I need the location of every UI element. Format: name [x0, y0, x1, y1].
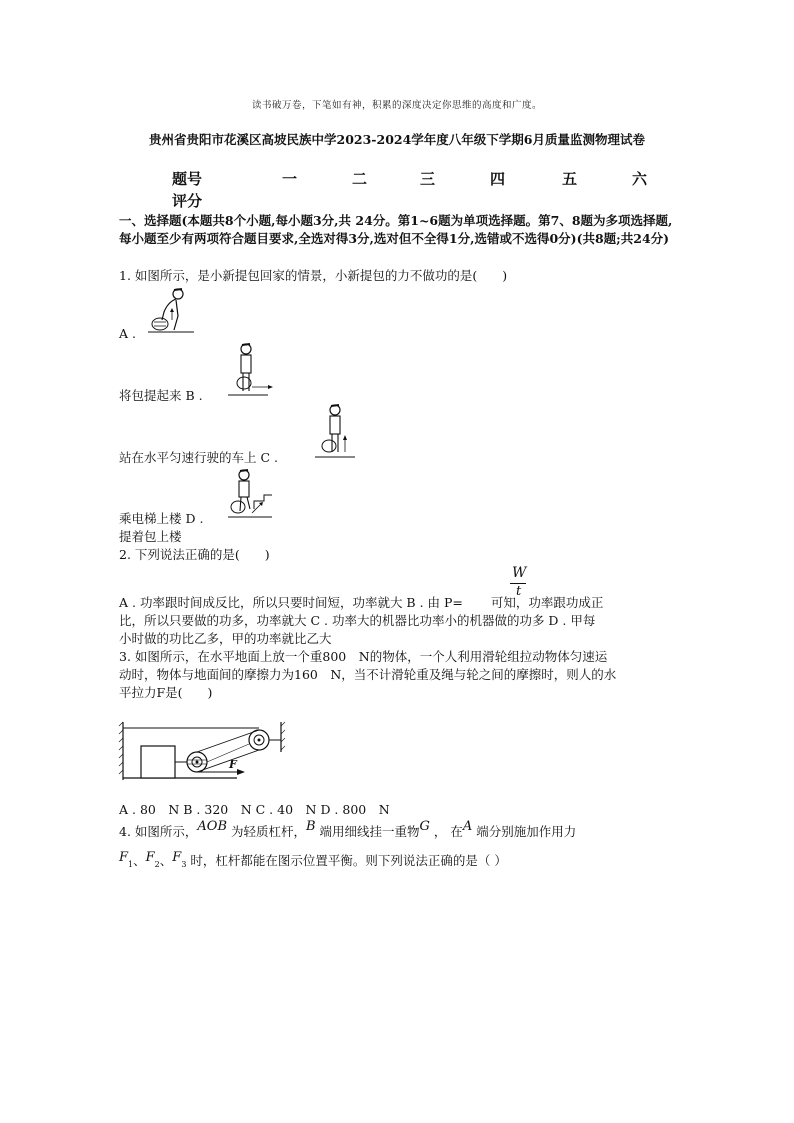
score-col-3: 三 [420, 170, 436, 188]
q4-part-5: 端分别施加作用力 [472, 824, 577, 839]
score-col-4: 四 [490, 170, 506, 188]
q1-figure-c [315, 402, 355, 460]
q1-option-d: 乘电梯上楼 D . [119, 511, 204, 526]
q4-b: B [306, 819, 316, 834]
q4-part-4: ， 在 [429, 824, 463, 839]
q3-force-label: F [229, 758, 237, 771]
score-col-2: 二 [352, 170, 368, 188]
q1-figure-d [226, 467, 274, 521]
score-table-row2-label: 评分 [172, 192, 203, 210]
q3-line-3: 平拉力F是( ) [119, 685, 213, 700]
q1-figure-b [228, 341, 274, 399]
score-table-row1-label: 题号 [172, 170, 203, 188]
q4-aob: AOB [197, 819, 228, 834]
motto-line: 读书破万卷，下笔如有神，积累的深度决定你思维的高度和广度。 [251, 100, 542, 111]
q2-fraction-numerator: W [512, 565, 527, 581]
q3-options: A . 80 N B . 320 N C . 40 N D . 800 N [119, 802, 390, 817]
q1-option-c: 站在水平匀速行驶的车上 C . [119, 450, 278, 465]
q4-sep-2: 、 [159, 853, 173, 868]
q4-part-3: 端用细线挂一重物 [315, 824, 420, 839]
q4-a: A [462, 819, 473, 834]
q4-part-1: 4. 如图所示， [119, 824, 198, 839]
q4-part-2: 为轻质杠杆， [227, 824, 306, 839]
q3-line-1: 3. 如图所示，在水平地面上放一个重800 N的物体，一个人利用滑轮组拉动物体匀速运 [119, 649, 608, 664]
exam-title: 贵州省贵阳市花溪区高坡民族中学2023-2024学年度八年级下学期6月质量监测物理试卷 [149, 132, 645, 147]
q4-f1: F [119, 850, 129, 865]
q2-line-1-end: 可知，功率跟功成正 [486, 595, 604, 610]
q4-f3-sub: 3 [181, 859, 187, 869]
section-heading: 一、选择题(本题共8个小题,每小题3分,共 24分。第1~6题为单项选择题。第7、8题为多项选择题,每小题至少有两项符合题目要求,全选对得3分,选对但不全得1分,选错或不选得0分)(共8题;共24分) [119, 213, 673, 246]
q1-option-d-text: 提着包上楼 [119, 529, 182, 544]
q1-stem: 1. 如图所示，是小新提包回家的情景，小新提包的力不做功的是( ) [119, 268, 508, 283]
q4-f2: F [145, 850, 155, 865]
q4-f2-sub: 2 [154, 859, 160, 869]
q1-option-a: A . [119, 326, 136, 341]
q4-f3: F [172, 850, 182, 865]
q2-fraction-denominator: t [516, 584, 522, 599]
q3-pulley-figure [119, 718, 291, 784]
score-col-5: 五 [562, 170, 578, 188]
q2-line-3: 小时做的功比乙多，甲的功率就比乙大 [119, 631, 332, 646]
q1-option-b: 将包提起来 B . [119, 388, 203, 403]
q2-line-1-text: A . 功率跟时间成反比，所以只要时间短，功率就大 B . 由 P= [119, 595, 467, 610]
q4-part-6: 时，杠杆都能在图示位置平衡。则下列说法正确的是（ ） [186, 853, 507, 868]
q4-sep-1: 、 [133, 853, 146, 868]
q4-f1-sub: 1 [128, 859, 134, 869]
q2-line-1 [119, 594, 603, 612]
q1-figure-a [148, 286, 194, 334]
q2-stem: 2. 下列说法正确的是( ) [119, 547, 270, 562]
q3-line-2: 动时，物体与地面间的摩擦力为160 N，当不计滑轮重及绳与轮之间的摩擦时，则人的水 [119, 667, 617, 682]
q4-g: G [419, 819, 430, 834]
q4-line-1 [119, 819, 679, 842]
q4-line-2 [119, 852, 679, 876]
score-col-1: 一 [282, 170, 298, 188]
score-col-6: 六 [632, 170, 648, 188]
q2-line-2: 比，所以只要做的功多，功率就大 C . 功率大的机器比功率小的机器做的功多 D . 甲每 [119, 613, 596, 628]
